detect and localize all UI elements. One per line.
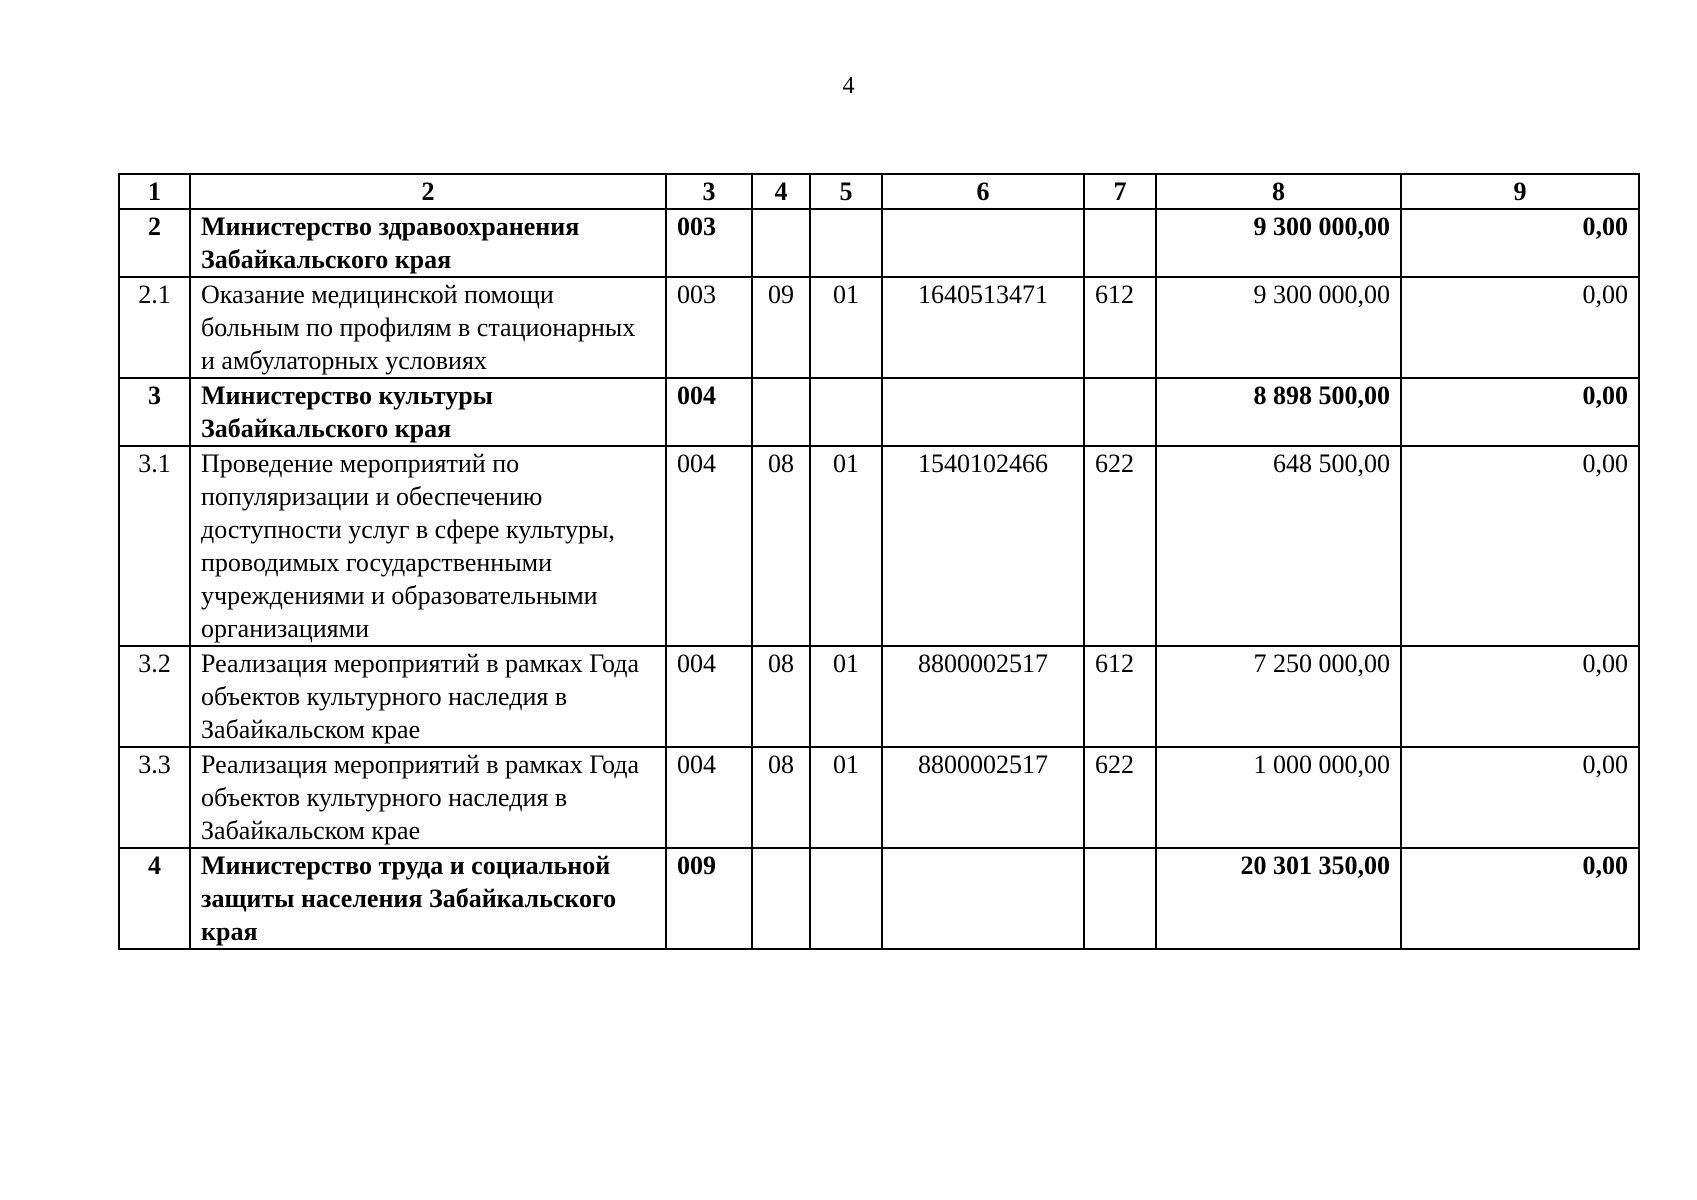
page-number: 4 [842,73,855,99]
row-amount: 20 301 350,00 [1156,848,1401,949]
row-subsection [810,378,882,446]
row-subsection [810,209,882,277]
row-expense-type [1084,378,1156,446]
row-ministry-code: 003 [666,209,752,277]
row-amount: 8 898 500,00 [1156,378,1401,446]
column-header: 7 [1084,174,1156,209]
column-header: 2 [190,174,666,209]
row-target-article: 1640513471 [882,277,1084,378]
column-header: 3 [666,174,752,209]
row-ministry-code: 004 [666,446,752,646]
row-amount: 648 500,00 [1156,446,1401,646]
row-number: 3.3 [119,747,190,848]
row-section: 09 [752,277,810,378]
row-ministry-code: 004 [666,378,752,446]
row-target-article [882,209,1084,277]
row-expense-type [1084,209,1156,277]
table-row [119,646,1639,747]
row-name: Министерство здравоохранения Забайкальского края [190,209,666,277]
table-row [119,848,1639,949]
row-expense-type: 612 [1084,277,1156,378]
row-ministry-code: 003 [666,277,752,378]
row-name: Министерство культуры Забайкальского края [190,378,666,446]
row-name: Проведение мероприятий по популяризации и обеспечению доступности услуг в сфере культуры, проводимых государственными учреждениями и образовательными организациями [190,446,666,646]
row-name: Реализация мероприятий в рамках Года объектов культурного наследия в Забайкальском крае [190,646,666,747]
row-ministry-code: 009 [666,848,752,949]
column-header: 4 [752,174,810,209]
row-amount-2: 0,00 [1401,848,1639,949]
row-section: 08 [752,646,810,747]
column-header: 6 [882,174,1084,209]
row-subsection: 01 [810,747,882,848]
row-expense-type: 612 [1084,646,1156,747]
row-number: 3.2 [119,646,190,747]
row-section: 08 [752,747,810,848]
row-subsection [810,848,882,949]
row-name: Министерство труда и социальной защиты населения Забайкальского края [190,848,666,949]
row-target-article: 1540102466 [882,446,1084,646]
row-expense-type: 622 [1084,747,1156,848]
row-target-article: 8800002517 [882,747,1084,848]
table-body [119,209,1639,949]
row-section: 08 [752,446,810,646]
row-subsection: 01 [810,277,882,378]
row-amount-2: 0,00 [1401,747,1639,848]
row-ministry-code: 004 [666,646,752,747]
row-amount: 9 300 000,00 [1156,209,1401,277]
row-target-article [882,848,1084,949]
table-row [119,378,1639,446]
row-target-article [882,378,1084,446]
row-amount: 7 250 000,00 [1156,646,1401,747]
row-amount-2: 0,00 [1401,277,1639,378]
row-expense-type [1084,848,1156,949]
table-header-row [119,174,1639,209]
row-section [752,378,810,446]
table-row [119,277,1639,378]
budget-table [118,173,1640,950]
column-header: 9 [1401,174,1639,209]
row-number: 2.1 [119,277,190,378]
table-row [119,747,1639,848]
row-section [752,209,810,277]
row-amount-2: 0,00 [1401,646,1639,747]
row-amount-2: 0,00 [1401,378,1639,446]
row-amount: 1 000 000,00 [1156,747,1401,848]
column-header: 1 [119,174,190,209]
row-amount: 9 300 000,00 [1156,277,1401,378]
row-number: 3 [119,378,190,446]
column-header: 8 [1156,174,1401,209]
row-number: 3.1 [119,446,190,646]
row-name: Реализация мероприятий в рамках Года объектов культурного наследия в Забайкальском крае [190,747,666,848]
row-amount-2: 0,00 [1401,446,1639,646]
row-subsection: 01 [810,446,882,646]
row-subsection: 01 [810,646,882,747]
table-row [119,209,1639,277]
row-section [752,848,810,949]
row-ministry-code: 004 [666,747,752,848]
row-number: 4 [119,848,190,949]
row-expense-type: 622 [1084,446,1156,646]
row-amount-2: 0,00 [1401,209,1639,277]
row-name: Оказание медицинской помощи больным по профилям в стационарных и амбулаторных условиях [190,277,666,378]
table-row [119,446,1639,646]
row-number: 2 [119,209,190,277]
row-target-article: 8800002517 [882,646,1084,747]
column-header: 5 [810,174,882,209]
